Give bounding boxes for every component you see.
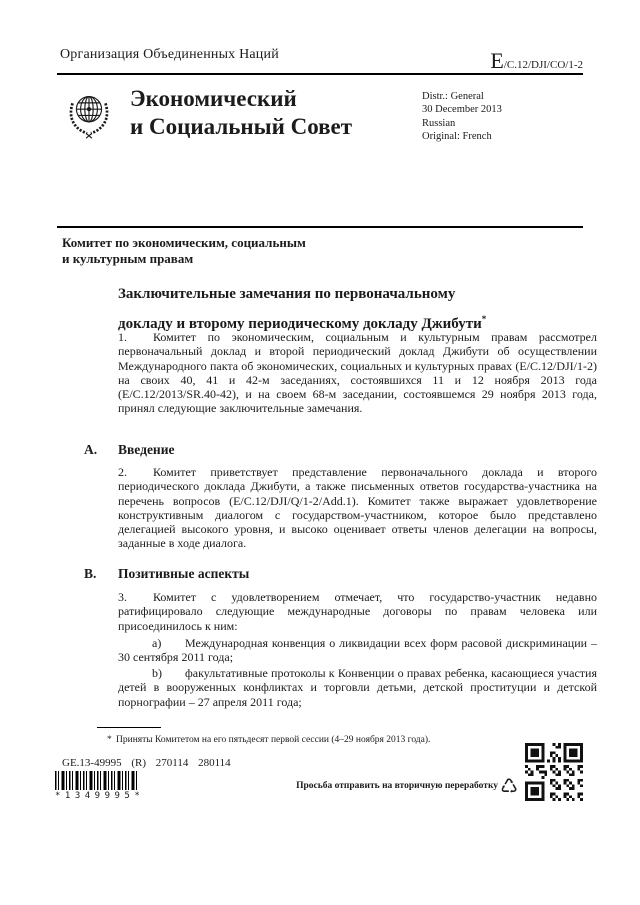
document-title <box>118 282 506 337</box>
paragraph-1-number: 1. <box>118 330 127 344</box>
footnote-divider <box>97 727 161 728</box>
header-divider <box>57 73 583 75</box>
distribution-block <box>422 90 502 144</box>
barcode-text: *1349995* <box>55 791 145 801</box>
document-symbol <box>380 48 583 74</box>
un-emblem-icon <box>60 85 118 143</box>
footnote-marker: * <box>107 735 112 745</box>
section-b-letter: B. <box>84 566 97 581</box>
barcode <box>55 771 139 790</box>
list-item-b-text: факультативные протоколы к Конвенции о правах ребенка, касающиеся участия детей в вооруженных конфликтах и торговли детьми, детской проституции и детской порнографии – 27 апреля 2011 года; <box>118 666 597 709</box>
distr-original: Original: French <box>422 131 492 143</box>
paragraph-1-text: Комитет по экономическим, социальным и культурным правам рассмотрел первоначальный доклад и второй периодический доклад Джибути об осуществлении Международного пакта об экономических, социальных и культурных правах (E/C.12/DJI/1-2) на своих 40, 41 и 42-м заседаниях, состоявшихся 11 и 12 ноября 2013 года (E/C.12/2013/SR.40-42), и на своем 68-м заседании, состоявшемся 29 ноября 2013 года, принял следующие заключительные замечания. <box>118 330 597 416</box>
document-symbol-series: E <box>490 48 504 73</box>
section-b-heading <box>84 566 249 582</box>
section-a-heading <box>84 442 174 458</box>
paragraph-2 <box>118 465 597 551</box>
title-footnote-marker: * <box>481 314 487 324</box>
council-title <box>130 85 352 141</box>
masthead-divider <box>57 226 583 228</box>
committee-line1: Комитет по экономическим, социальным <box>62 235 306 250</box>
qr-code <box>525 743 583 801</box>
distr-language: Russian <box>422 117 456 129</box>
distr-type: Distr.: General <box>422 91 484 102</box>
section-a-title: Введение <box>118 442 175 457</box>
ge-reference: GE.13-49995 (R) 270114 280114 <box>62 757 231 769</box>
footnote-text: Приняты Комитетом на его пятьдесят первой сессии (4–29 ноября 2013 года). <box>116 735 431 745</box>
recycle-icon: ♺ <box>500 774 518 798</box>
committee-name <box>62 235 306 267</box>
paragraph-2-text: Комитет приветствует представление первоначального доклада и второго периодического доклада Джибути, а также письменных ответов государства-участника на перечень вопросов (E/C.12/DJI/Q/1-2/Add.1). Комитет также выражает удовлетворение конструктивным диалогом с государством-участником, которое было представлено делегацией высокого уровня, и высоко оценивает ответы членов делегации на вопросы, заданные в ходе диалога. <box>118 465 597 551</box>
committee-line2: и культурным правам <box>62 251 194 266</box>
org-name: Организация Объединенных Наций <box>60 47 279 62</box>
list-item-a <box>118 636 597 665</box>
document-symbol-number: /C.12/DJI/CO/1-2 <box>503 59 583 71</box>
list-item-b <box>118 666 597 709</box>
distr-date: 30 December 2013 <box>422 104 502 116</box>
list-item-a-text: Международная конвенция о ликвидации всех форм расовой дискриминации – 30 сентября 2011 года; <box>118 636 597 665</box>
council-title-line1: Экономический <box>130 86 297 111</box>
section-b-title: Позитивные аспекты <box>118 566 250 581</box>
list-item-b-label: b) <box>152 666 162 680</box>
footnote <box>97 734 577 746</box>
council-title-line2: и Социальный Совет <box>130 114 353 139</box>
paragraph-2-number: 2. <box>118 465 127 479</box>
paragraph-1 <box>118 330 597 416</box>
list-item-a-label: a) <box>152 636 162 650</box>
paragraph-3-text: Комитет с удовлетворением отмечает, что государство-участник недавно ратифицировало следующие международные договоры по правам человека или присоединилось к ним: <box>118 590 597 633</box>
recycle-text: Просьба отправить на вторичную переработку <box>296 781 499 791</box>
paragraph-3-number: 3. <box>118 590 127 604</box>
document-title-line2: докладу и второму периодическому докладу Джибути <box>118 316 482 332</box>
section-a-letter: A. <box>84 442 98 457</box>
recycle-notice <box>240 776 518 796</box>
paragraph-3 <box>118 590 597 633</box>
document-title-line1: Заключительные замечания по первоначальному <box>118 286 456 302</box>
